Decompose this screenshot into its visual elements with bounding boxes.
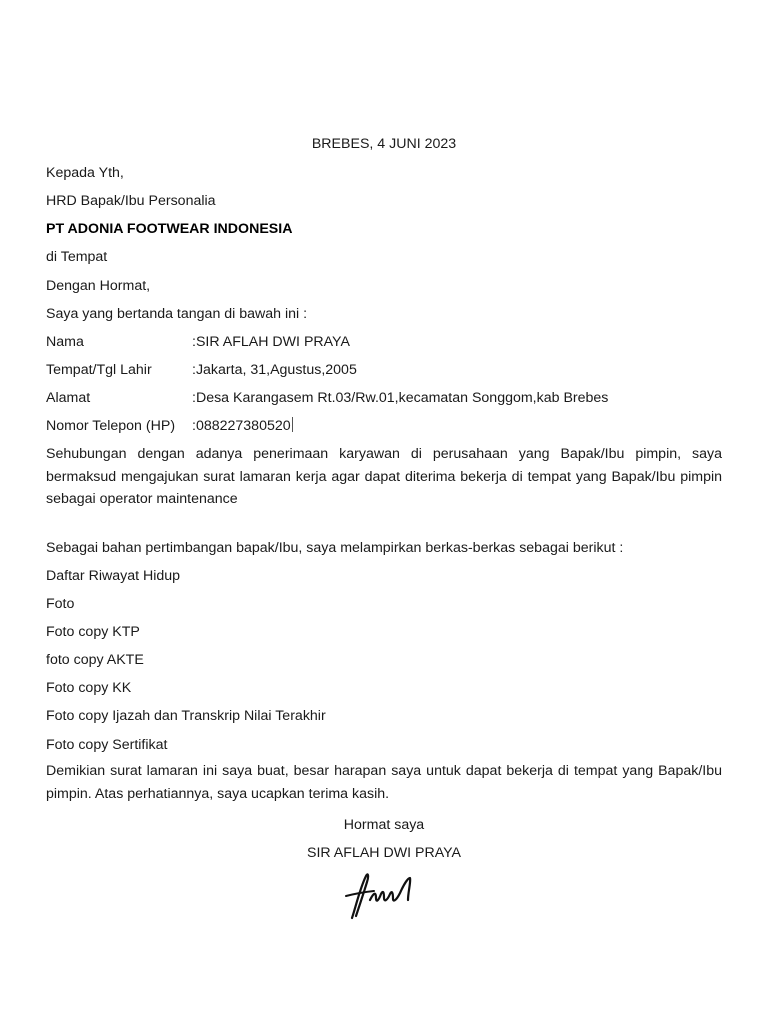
name-value: :SIR AFLAH DWI PRAYA: [192, 334, 350, 350]
signature-icon: [338, 866, 438, 926]
address-value: :Desa Karangasem Rt.03/Rw.01,kecamatan Songgom,kab Brebes: [192, 390, 609, 406]
attachment-item: Foto copy Sertifikat: [46, 737, 168, 753]
recipient-line: HRD Bapak/Ibu Personalia: [46, 193, 216, 209]
location-line: di Tempat: [46, 249, 108, 265]
birth-value: :Jakarta, 31,Agustus,2005: [192, 362, 357, 378]
attachment-item: Foto: [46, 596, 75, 612]
place-date: BREBES, 4 JUNI 2023: [311, 136, 457, 152]
phone-label: Nomor Telepon (HP): [46, 418, 176, 434]
closing-paragraph: Demikian surat lamaran ini saya buat, besar harapan saya untuk dapat bekerja di tempat yang Bapak/Ibu pimpin. Atas perhatiannya, saya ucapkan terima kasih.: [46, 763, 722, 802]
address-label: Alamat: [46, 390, 91, 406]
intro-line: Saya yang bertanda tangan di bawah ini :: [46, 306, 308, 322]
recipient-greeting: Kepada Yth,: [46, 165, 124, 181]
attachment-item: foto copy AKTE: [46, 652, 144, 668]
attachments-intro: Sebagai bahan pertimbangan bapak/Ibu, saya melampirkan berkas-berkas sebagai berikut :: [46, 540, 624, 556]
attachment-item: Foto copy KTP: [46, 624, 140, 640]
name-label: Nama: [46, 334, 84, 350]
salutation: Dengan Hormat,: [46, 278, 151, 294]
body-paragraph: Sehubungan dengan adanya penerimaan karyawan di perusahaan yang Bapak/Ibu pimpin, saya bermaksud mengajukan surat lamaran kerja agar dapat diterima bekerja di tempat yang Bapak/Ibu pimpin sebagai operator maintenance: [46, 446, 722, 507]
attachment-item: Foto copy Ijazah dan Transkrip Nilai Terakhir: [46, 708, 326, 724]
closing-line: Hormat saya: [343, 817, 425, 833]
birth-label: Tempat/Tgl Lahir: [46, 362, 152, 378]
attachment-item: Daftar Riwayat Hidup: [46, 568, 181, 584]
phone-value: :088227380520: [192, 418, 291, 434]
text-cursor: [292, 417, 293, 432]
phone-value-wrap: [192, 417, 293, 435]
company-name: PT ADONIA FOOTWEAR INDONESIA: [46, 221, 293, 237]
signer-name: SIR AFLAH DWI PRAYA: [307, 845, 461, 861]
attachment-item: Foto copy KK: [46, 680, 132, 696]
